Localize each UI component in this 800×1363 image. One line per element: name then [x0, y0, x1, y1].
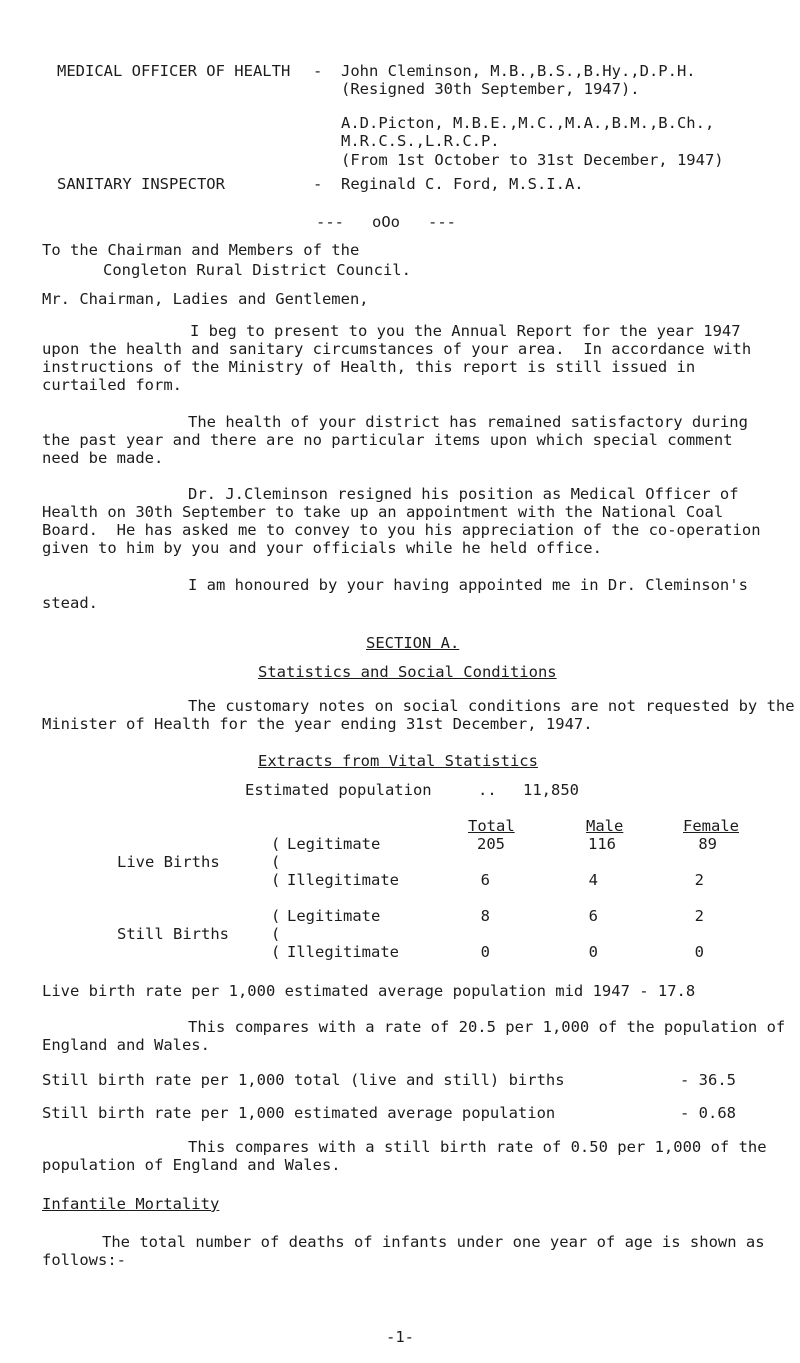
cell-total: 8: [480, 907, 490, 925]
population-dots: ..: [478, 781, 497, 799]
addressee-line-1: To the Chairman and Members of the: [42, 241, 360, 259]
addressee-line-2: Congleton Rural District Council.: [103, 261, 411, 279]
compare-1-line: This compares with a rate of 20.5 per 1,000 of the population of: [188, 1018, 786, 1036]
moh1-note: (Resigned 30th September, 1947).: [341, 80, 640, 98]
si-label: SANITARY INSPECTOR: [57, 175, 225, 193]
paragraph-1-line: curtailed form.: [42, 376, 182, 394]
moh2-name: A.D.Picton, M.B.E.,M.C.,M.A.,B.M.,B.Ch.,: [341, 114, 715, 132]
cell-total: 6: [480, 871, 490, 889]
paragraph-3-line: Board. He has asked me to convey to you his appreciation of the co-operation: [42, 521, 761, 539]
cell-male: 116: [588, 835, 616, 853]
column-header-male: Male: [586, 817, 624, 835]
group-label-still-births: Still Births: [117, 925, 229, 943]
paragraph-1-line: instructions of the Ministry of Health, this report is still issued in: [42, 358, 696, 376]
row-label: Illegitimate: [287, 871, 399, 889]
cell-male: 6: [588, 907, 598, 925]
si-name: Reginald C. Ford, M.S.I.A.: [341, 175, 584, 193]
row-label: Legitimate: [287, 907, 381, 925]
section-subheading: Statistics and Social Conditions: [258, 663, 557, 681]
paragraph-1-line: I beg to present to you the Annual Report for the year 1947: [190, 322, 741, 340]
cell-female: 0: [694, 943, 704, 961]
paragraph-2-line: the past year and there are no particular items upon which special comment: [42, 431, 733, 449]
paragraph-3-line: Health on 30th September to take up an appointment with the National Coal: [42, 503, 724, 521]
paragraph-2-line: The health of your district has remained satisfactory during: [188, 413, 748, 431]
salutation: Mr. Chairman, Ladies and Gentlemen,: [42, 290, 369, 308]
compare-1-line: England and Wales.: [42, 1036, 210, 1054]
section-intro-line: The customary notes on social conditions are not requested by the: [188, 697, 795, 715]
moh2-quals: M.R.C.S.,L.R.C.P.: [341, 132, 500, 150]
paragraph-3-line: Dr. J.Cleminson resigned his position as Medical Officer of: [188, 485, 739, 503]
population-label: Estimated population: [245, 781, 432, 799]
paragraph-4-line: stead.: [42, 594, 98, 612]
still-birth-rate-total-label: Still birth rate per 1,000 total (live and still) births: [42, 1071, 565, 1089]
section-intro-line: Minister of Health for the year ending 31st December, 1947.: [42, 715, 593, 733]
paragraph-2-line: need be made.: [42, 449, 164, 467]
cell-female: 2: [694, 871, 704, 889]
live-birth-rate: Live birth rate per 1,000 estimated average population mid 1947 - 17.8: [42, 982, 696, 1000]
paragraph-3-line: given to him by you and your officials while he held office.: [42, 539, 602, 557]
moh-dash: -: [313, 62, 323, 80]
moh-label: MEDICAL OFFICER OF HEALTH: [57, 62, 291, 80]
column-header-female: Female: [683, 817, 739, 835]
paragraph-1-line: upon the health and sanitary circumstances of your area. In accordance with: [42, 340, 752, 358]
moh1-name: John Cleminson, M.B.,B.S.,B.Hy.,D.P.H.: [341, 62, 696, 80]
moh2-note: (From 1st October to 31st December, 1947): [341, 151, 724, 169]
cell-male: 0: [588, 943, 598, 961]
cell-female: 2: [694, 907, 704, 925]
infant-text-line: The total number of deaths of infants under one year of age is shown as: [102, 1233, 765, 1251]
still-birth-rate-pop-label: Still birth rate per 1,000 estimated average population: [42, 1104, 556, 1122]
population-value: 11,850: [523, 781, 579, 799]
row-label: Legitimate: [287, 835, 381, 853]
section-heading: SECTION A.: [366, 634, 460, 652]
group-label-live-births: Live Births: [117, 853, 220, 871]
compare-2-line: This compares with a still birth rate of 0.50 per 1,000 of the: [188, 1138, 767, 1156]
compare-2-line: population of England and Wales.: [42, 1156, 341, 1174]
si-dash: -: [313, 175, 323, 193]
still-birth-rate-total-value: - 36.5: [680, 1071, 736, 1089]
infant-mortality-heading: Infantile Mortality: [42, 1195, 220, 1213]
paragraph-4-line: I am honoured by your having appointed me in Dr. Cleminson's: [188, 576, 748, 594]
infant-text-line: follows:-: [42, 1251, 126, 1269]
extracts-heading: Extracts from Vital Statistics: [258, 752, 538, 770]
cell-male: 4: [588, 871, 598, 889]
separator: --- oOo ---: [316, 213, 456, 231]
cell-total: 205: [477, 835, 505, 853]
row-label: Illegitimate: [287, 943, 399, 961]
cell-total: 0: [480, 943, 490, 961]
page-number: -1-: [386, 1328, 414, 1346]
cell-female: 89: [698, 835, 717, 853]
column-header-total: Total: [468, 817, 515, 835]
still-birth-rate-pop-value: - 0.68: [680, 1104, 736, 1122]
